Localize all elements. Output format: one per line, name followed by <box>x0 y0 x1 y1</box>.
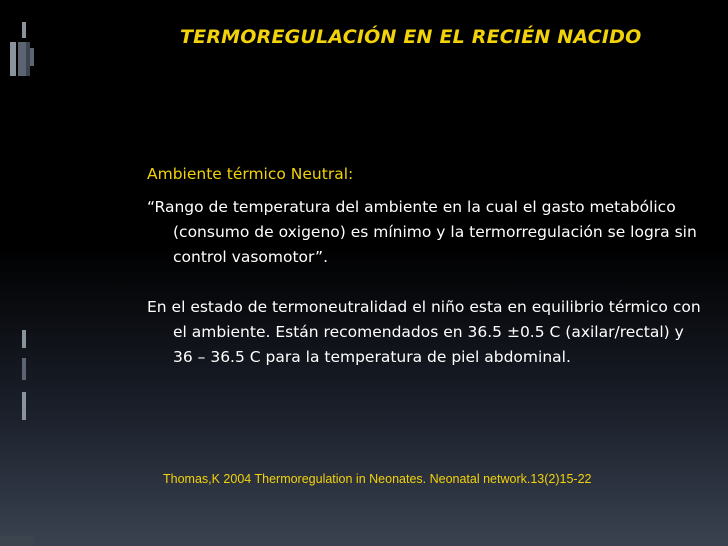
slide-content <box>147 162 707 370</box>
subheading: Ambiente térmico Neutral: <box>147 165 354 183</box>
decorative-stripes <box>0 0 40 546</box>
slide-title: TERMOREGULACIÓN EN EL RECIÉN NACIDO <box>180 26 642 48</box>
definition-paragraph: “Rango de temperatura del ambiente en la cual el gasto metabólico (consumo de oxigeno) es mínimo y la termorregulación se logra sin control vasomotor”. <box>147 198 697 266</box>
thermoneutrality-paragraph: En el estado de termoneutralidad el niño esta en equilibrio térmico con el ambiente. Están recomendados en 36.5 ±0.5 C (axilar/rectal) y 36 – 36.5 C para la temperatura de piel abdominal. <box>147 298 701 366</box>
citation: Thomas,K 2004 Thermoregulation in Neonates. Neonatal network.13(2)15-22 <box>163 472 592 486</box>
